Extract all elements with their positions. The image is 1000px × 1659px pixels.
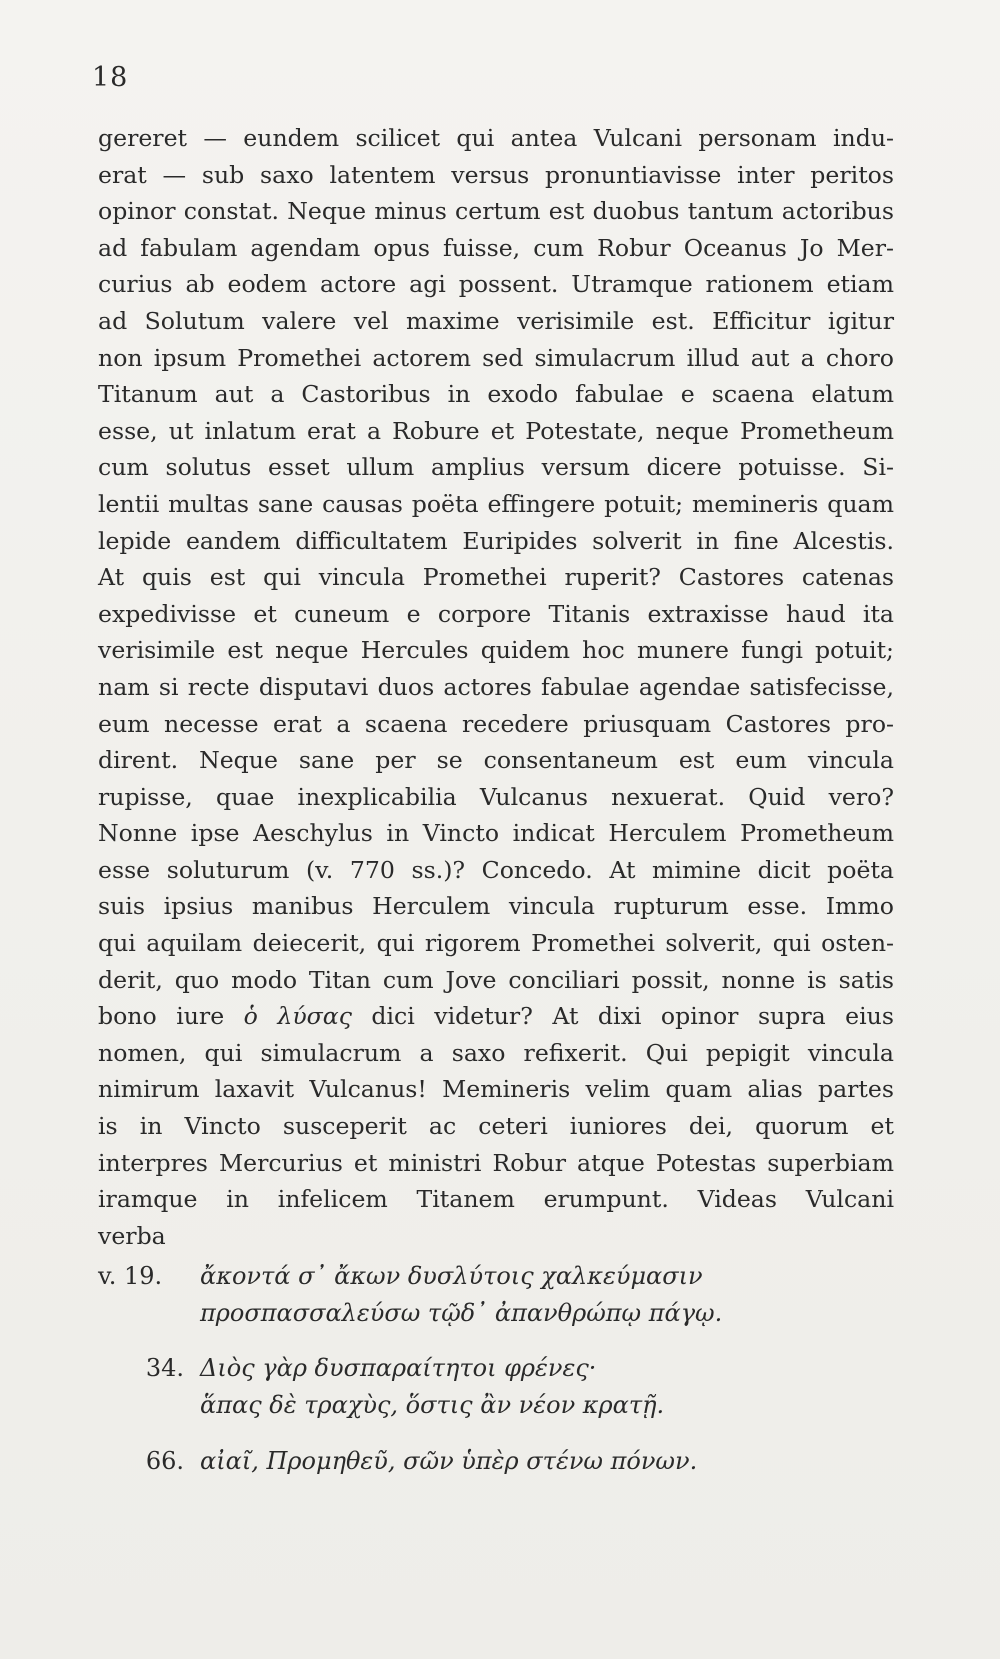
verse-line: αἰαῖ, Προμηθεῦ, σῶν ὑπὲρ στένω πόνων. (200, 1447, 698, 1475)
text-line: eum necesse erat a scaena recedere priusquam Castores pro- (98, 709, 894, 738)
verse-line: Διὸς γὰρ δυσπαραίτητοι φρένες· (200, 1354, 597, 1382)
text-fragment: dici videtur? At dixi opinor supra eius (351, 1002, 894, 1031)
verse-line: ἄκοντά σ᾽ ἄκων δυσλύτοις χαλκεύμασιν (200, 1262, 703, 1290)
text-line: gereret — eundem scilicet qui antea Vulcani personam indu- (98, 124, 894, 152)
text-line: ad Solutum valere vel maxime verisimile est. Efficitur igitur (98, 306, 894, 335)
body-text (98, 120, 894, 1254)
text-line: ad fabulam agendam opus fuisse, cum Robur Oceanus Jo Mer- (98, 233, 894, 262)
text-line: is in Vincto susceperit ac ceteri iuniores dei, quorum et (98, 1112, 894, 1141)
verse-quote (98, 1350, 898, 1424)
text-line: esse, ut inlatum erat a Robure et Potestate, neque Prometheum (98, 416, 894, 445)
greek-phrase: ὁ λύσας (243, 1002, 352, 1031)
text-line: lepide eandem difficultatem Euripides solverit in fine Alcestis. (98, 526, 894, 555)
verse-reference: v. 19. (98, 1262, 163, 1290)
verse-quote (98, 1443, 898, 1480)
verse-line: προσπασσαλεύσω τῷδ᾽ ἀπανθρώπῳ πάγῳ. (200, 1299, 723, 1327)
text-line: qui aquilam deiecerit, qui rigorem Promethei solverit, qui osten- (98, 929, 894, 958)
text-line: cum solutus esset ullum amplius versum dicere potuisse. Si- (98, 453, 894, 482)
verse-reference: 66. (145, 1447, 184, 1475)
verse-row (98, 1295, 898, 1332)
text-line: verba (98, 1221, 166, 1250)
text-line: interpres Mercurius et ministri Robur atque Potestas superbiam (98, 1148, 894, 1177)
text-line: erat — sub saxo latentem versus pronuntiavisse inter peritos (98, 160, 894, 189)
verse-row (98, 1258, 898, 1295)
text-line: verisimile est neque Hercules quidem hoc munere fungi potuit; (98, 636, 894, 665)
text-line: lentii multas sane causas poëta effingere potuit; memineris quam (98, 489, 894, 518)
text-line: At quis est qui vincula Promethei ruperit? Castores catenas (98, 563, 894, 592)
text-line: derit, quo modo Titan cum Jove conciliari possit, nonne is satis (98, 965, 894, 994)
text-line: rupisse, quae inexplicabilia Vulcanus nexuerat. Quid vero? (98, 782, 894, 811)
text-fragment: bono iure (98, 1002, 244, 1031)
text-line: expedivisse et cuneum e corpore Titanis extraxisse haud ita (98, 599, 894, 628)
text-line: nimirum laxavit Vulcanus! Memineris velim quam alias partes (98, 1075, 894, 1104)
page-number: 18 (92, 62, 129, 93)
text-line: opinor constat. Neque minus certum est duobus tantum actoribus (98, 197, 894, 226)
verse-quote (98, 1258, 898, 1332)
verse-row (98, 1443, 898, 1480)
text-line: esse soluturum (v. 770 ss.)? Concedo. At mimine dicit poëta (98, 855, 894, 884)
text-line: non ipsum Promethei actorem sed simulacrum illud aut a choro (98, 343, 894, 372)
verse-line: ἅπας δὲ τραχὺς, ὅστις ἂν νέον κρατῇ. (200, 1391, 665, 1419)
verse-reference: 34. (145, 1354, 184, 1382)
text-line: iramque in infelicem Titanem erumpunt. Videas Vulcani (98, 1185, 894, 1214)
verse-row (98, 1387, 898, 1424)
text-line: Titanum aut a Castoribus in exodo fabulae e scaena elatum (98, 380, 894, 409)
verse-row (98, 1350, 898, 1387)
text-line: dirent. Neque sane per se consentaneum est eum vincula (98, 746, 894, 775)
text-line: Nonne ipse Aeschylus in Vincto indicat Herculem Prometheum (98, 819, 894, 848)
text-line: suis ipsius manibus Herculem vincula rupturum esse. Immo (98, 892, 894, 921)
text-line: curius ab eodem actore agi possent. Utramque rationem etiam (98, 270, 894, 299)
text-line: nam si recte disputavi duos actores fabulae agendae satisfecisse, (98, 672, 894, 701)
text-line-with-greek (98, 998, 894, 1035)
text-line: nomen, qui simulacrum a saxo refixerit. Qui pepigit vincula (98, 1038, 894, 1067)
